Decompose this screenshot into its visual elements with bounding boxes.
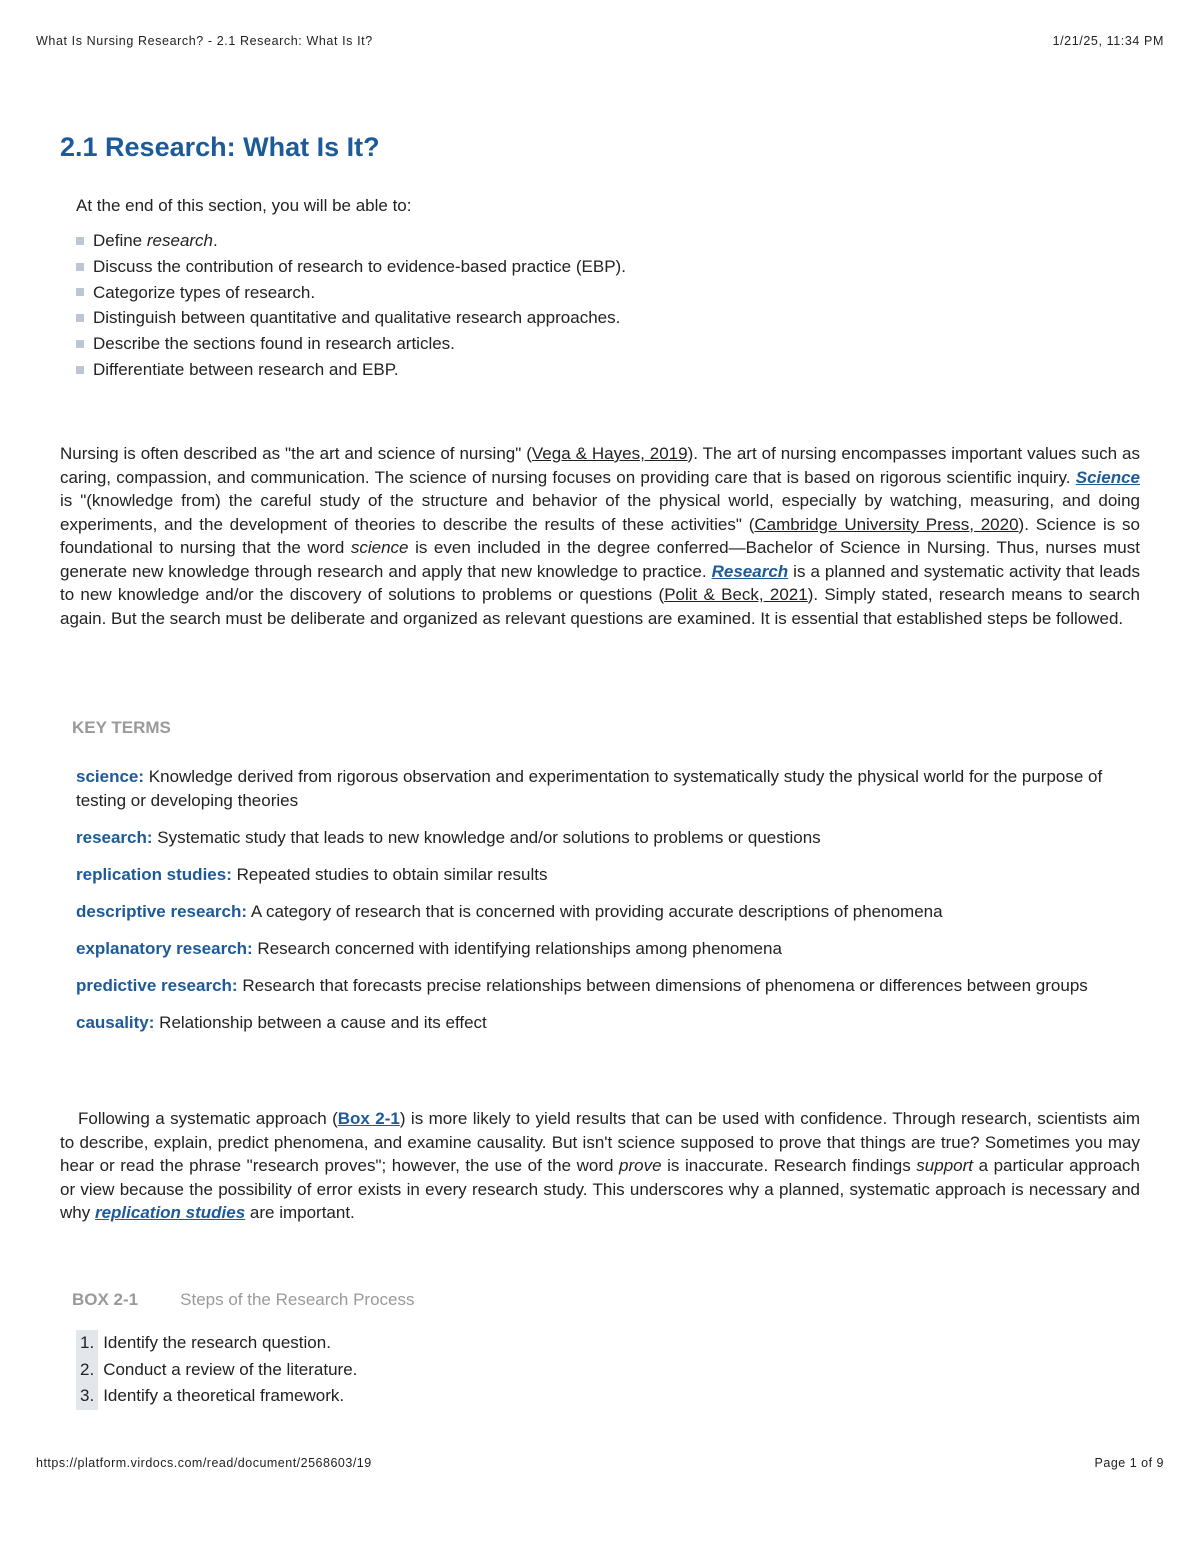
square-bullet-icon (76, 340, 84, 348)
citation-link-cambridge[interactable]: Cambridge University Press, 2020 (754, 514, 1019, 534)
research-steps-list (76, 1330, 357, 1410)
glossary-link-science[interactable]: Science (1075, 467, 1140, 487)
square-bullet-icon (76, 366, 84, 374)
print-header-datetime: 1/21/25, 11:34 PM (1052, 34, 1164, 48)
objective-item: Discuss the contribution of research to evidence-based practice (EBP). (76, 254, 626, 280)
print-footer-page: Page 1 of 9 (1094, 1456, 1164, 1470)
box-heading (72, 1290, 414, 1310)
square-bullet-icon (76, 263, 84, 271)
print-header-title: What Is Nursing Research? - 2.1 Research: What Is It? (36, 34, 373, 48)
key-term-item: replication studies: Repeated studies to obtain similar results (76, 864, 548, 884)
objectives-list (76, 228, 626, 383)
citation-link-polit-beck[interactable]: Polit & Beck, 2021 (664, 585, 808, 604)
objective-item: Distinguish between quantitative and qualitative research approaches. (76, 305, 626, 331)
citation-link-vega-hayes[interactable]: Vega & Hayes, 2019 (531, 444, 688, 463)
objective-item: Define research. (76, 228, 626, 254)
box-2-1-link[interactable]: Box 2-1 (337, 1109, 400, 1128)
key-term-item: explanatory research: Research concerned with identifying relationships among phenomena (76, 938, 782, 958)
objective-item: Differentiate between research and EBP. (76, 357, 626, 383)
key-term-item: predictive research: Research that forecasts precise relationships between dimensions of phenomena or differences between groups (76, 975, 1088, 995)
body-paragraph-2: Following a systematic approach (Box 2-1) is more likely to yield results that can be used with confidence. Through research, scientists aim to describe, explain, predict phenomena, and examine causality. But isn't science supposed to prove that things are true? Sometimes you may hear or read the phrase "research proves"; however, the use of the word prove is inaccurate. Research findings support a particular approach or view because the possibility of error exists in every research study. This underscores why a planned, systematic approach is necessary and why replication studies are important. (60, 1109, 1140, 1222)
step-item: 1. Identify the research question. (76, 1330, 357, 1357)
box-title: Steps of the Research Process (180, 1290, 415, 1309)
section-title: 2.1 Research: What Is It? (60, 132, 380, 162)
print-footer-url: https://platform.virdocs.com/read/document/2568603/19 (36, 1456, 372, 1470)
glossary-link-replication-studies[interactable]: replication studies (94, 1203, 246, 1222)
square-bullet-icon (76, 237, 84, 245)
square-bullet-icon (76, 288, 84, 296)
glossary-link-research[interactable]: Research (711, 561, 789, 581)
step-item: 3. Identify a theoretical framework. (76, 1383, 357, 1410)
key-term-item: science: Knowledge derived from rigorous observation and experimentation to systematically study the physical world for the purpose of testing or developing theories (76, 767, 1103, 810)
body-paragraph-1: Nursing is often described as "the art and science of nursing" (Vega & Hayes, 2019). The art of nursing encompasses important values such as caring, compassion, and communication. The science of nursing focuses on providing care that is based on rigorous scientific inquiry. Science is "(knowledge from) the careful study of the structure and behavior of the physical world, especially by watching, measuring, and doing experiments, and the development of theories to describe the results of these activities" (Cambridge University Press, 2020). Science is so foundational to nursing that the word science is even included in the degree conferred—Bachelor of Science in Nursing. Thus, nurses must generate new knowledge through research and apply that new knowledge to practice. Research is a planned and systematic activity that leads to new knowledge and/or the discovery of solutions to problems or questions (Polit & Beck, 2021). Simply stated, research means to search again. But the search must be deliberate and organized as relevant questions are examined. It is essential that established steps be followed. (60, 444, 1141, 628)
objective-item: Describe the sections found in research articles. (76, 331, 626, 357)
key-term-item: causality: Relationship between a cause and its effect (76, 1012, 487, 1032)
key-terms-heading: KEY TERMS (72, 718, 171, 737)
square-bullet-icon (76, 314, 84, 322)
key-terms-list (76, 765, 1116, 1048)
key-term-item: descriptive research: A category of research that is concerned with providing accurate descriptions of phenomena (76, 901, 943, 921)
step-item: 2. Conduct a review of the literature. (76, 1357, 357, 1384)
objective-item: Categorize types of research. (76, 280, 626, 306)
key-term-item: research: Systematic study that leads to new knowledge and/or solutions to problems or questions (76, 827, 821, 847)
objectives-intro: At the end of this section, you will be able to: (76, 196, 412, 215)
box-number: BOX 2-1 (72, 1290, 139, 1309)
